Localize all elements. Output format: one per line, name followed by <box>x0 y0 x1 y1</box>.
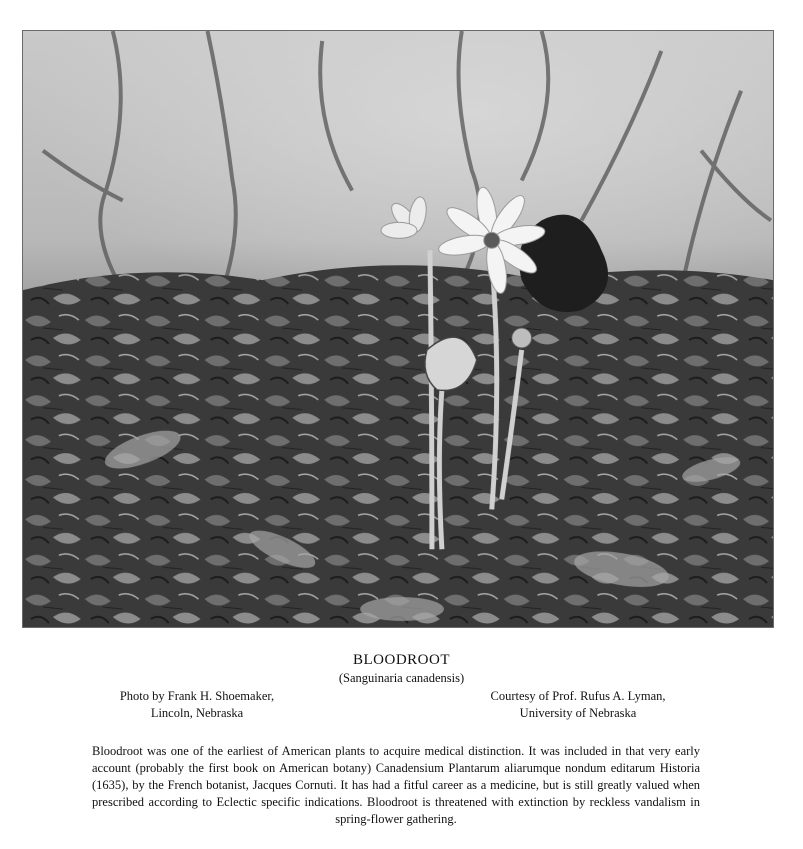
plant-title: BLOODROOT <box>353 652 450 668</box>
photo-credit-line-2: Lincoln, Nebraska <box>150 706 244 720</box>
courtesy-line-2: University of Nebraska <box>519 706 637 720</box>
scientific-name: (Sanguinaria canadensis) <box>338 671 465 685</box>
photo-credit-line-1: Photo by Frank H. Shoemaker, <box>119 689 275 703</box>
description-paragraph: Bloodroot was one of the earliest of American plants to acquire medical distinction. It was included in that very early account (probably the first book on American botany) Canadensium Plantarum aliarumque nondum editarum Historia (1635), by the French botanist, Jacques Cornuti. It has had a fitful career as a medicine, but is still greatly valued when prescribed according to Eclectic specific indications. Bloodroot is threatened with extinction by reckless vandalism in spring-flower gathering. <box>92 743 700 826</box>
courtesy-credit <box>458 688 698 722</box>
flower-bud <box>512 328 532 348</box>
bloodroot-photograph <box>22 30 774 628</box>
photo-credit <box>92 688 302 722</box>
courtesy-line-1: Courtesy of Prof. Rufus A. Lyman, <box>490 689 666 703</box>
photo-illustration <box>23 31 773 627</box>
